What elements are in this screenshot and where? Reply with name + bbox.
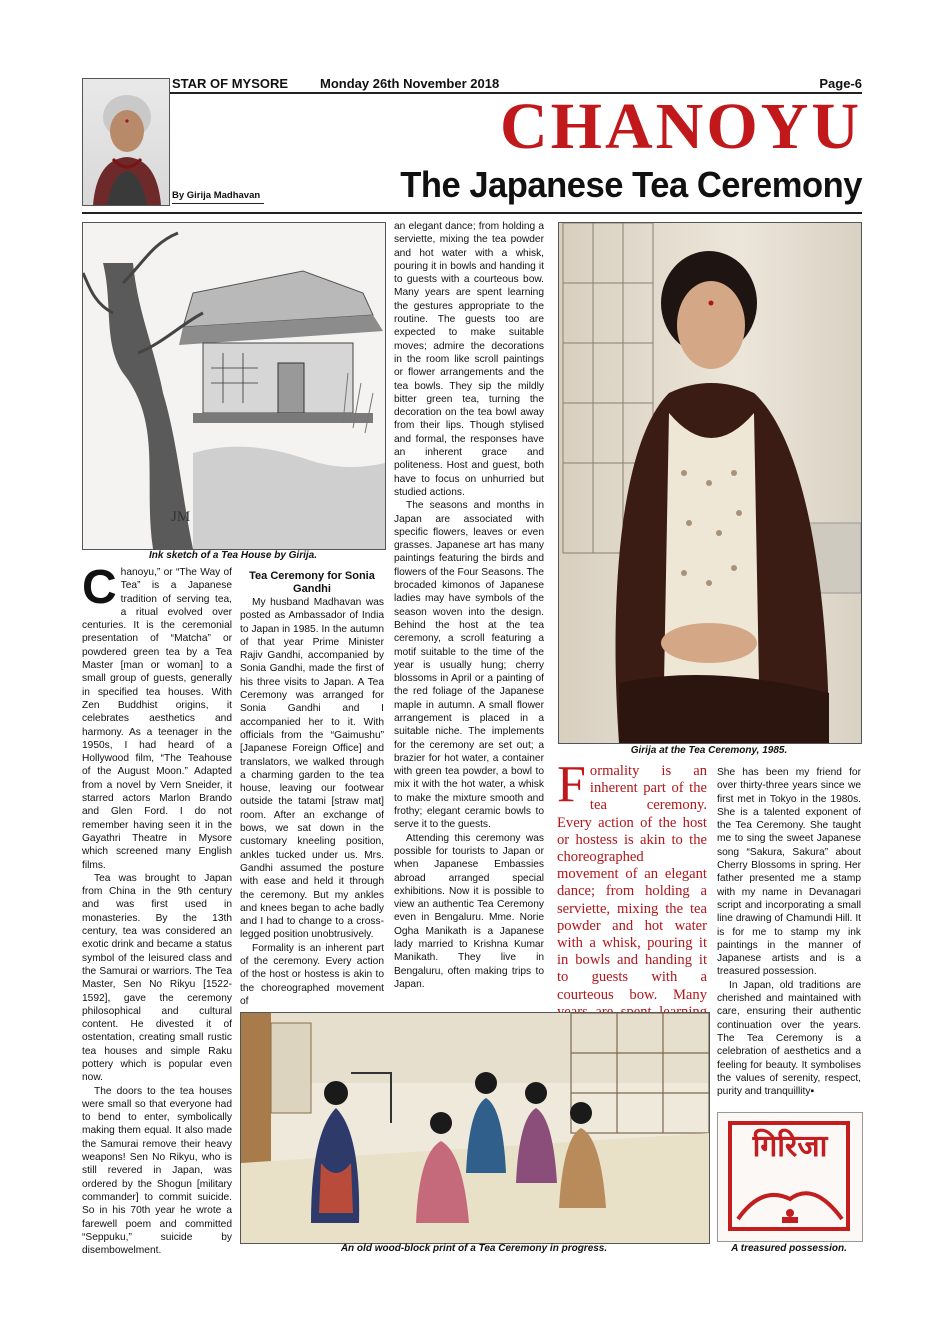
col3-para-1: an elegant dance; from holding a serviette, mixing the tea powder and hot water with a whisk, pouring it in bowls and handing it to guests with a courteous bow. Many years are spent learning the gestures appropriate to the routine. The guests too are expected to make suitable moves; admire the decorations in the room like scroll paintings or flower arrangements and the tea bowls. They sip the mildly bitter green tea, turning the decoration on the tea bowl away from their lips. Though stylised and formal, the responses have an inherent grace and politeness. Host and guest, both have to focus on unhurried but studied actions.	[394, 221, 544, 498]
title-rule	[82, 212, 862, 214]
byline: By Girija Madhavan	[172, 190, 261, 201]
tea-house-sketch	[82, 222, 386, 550]
caption-sketch: Ink sketch of a Tea House by Girija.	[148, 550, 318, 561]
col5-para-1: She has been my friend for over thirty-three years since we first met in Tokyo in the 1980s. She is a talented exponent of the Tea Ceremony. She taught me to sing the sweet Japanese song “Sakura, Sakura” about Cherry Blossoms in spring. Her father presented me a stamp with my name in Devanagari script and incorporating a small line drawing of Chamundi Hill. It is for me to stamp my ink paintings in the manner of Japanese artists and is a treasured possession.	[717, 767, 861, 978]
column-3	[394, 220, 544, 991]
headline-title: CHANOYU	[500, 90, 862, 163]
col1-para-2: Tea was brought to Japan from China in the 9th century and was first used in monasteries. By the 13th century, tea was considered an exotic drink and became a status symbol of the leisured class and the Samurai or warriors. The Tea Master, Sen No Rikyu [1522-1592], gave the ceremony philosophical and cultural content. He divested it of ostentation, creating small rustic tea houses and simple Raku pottery which is popular even now.	[82, 872, 232, 1084]
col3-para-3: Attending this ceremony was possible for tourists to Japan or when Japanese Embassies abroad arranged special exhibitions. Now it is possible to view an authentic Tea Ceremony even in Bengaluru. Mme. Norie Ogha Manikath is a Japanese lady married to Krishna Kumar Manikath. They live in Bengaluru, often making trips to Japan.	[394, 832, 544, 990]
author-portrait	[82, 78, 170, 206]
issue-date: Monday 26th November 2018	[320, 76, 500, 91]
subheading-sonia: Tea Ceremony for Sonia Gandhi	[249, 570, 375, 595]
col2-para-1: My husband Madhavan was posted as Ambassador of India to Japan in 1985. In the autumn of that year Prime Minister Rajiv Gandhi, accompanied by Sonia Gandhi, made the first of his three visits to Japan. A Tea Ceremony was arranged for Sonia Gandhi and I accompanied her to it. With officials from the “Gaimushu” [Japanese Foreign Office] and translators, we walked through a charming garden to the tea house, leaving our footwear outside the tatami [straw mat] room. After an exchange of bows, we sat down in the customary kneeling position, ankles tucked under us. Mrs. Gandhi assumed the posture with ease and held it through the ceremony. But my ankles and knees began to ache badly and I had to change to a cross-legged position unobtrusively.	[240, 597, 384, 941]
stamp-devanagari: गिरिजा	[752, 1129, 828, 1164]
col3-para-2: The seasons and months in Japan are associated with specific flowers, leaves or even grasses. Japanese art has many paintings featuring the birds and flowers of the Four Seasons. The brocaded kimonos of Japanese ladies may have symbols of the season woven into the design. Behind the host at the tea ceremony, a scroll featuring a motif suitable to the time of the year is usually hung; cherry blossoms in April or a painting of the red foliage of the Japanese maple in autumn. A small flower arrangement is placed in a suitable niche. The implements for the ceremony are set out; a brazier for hot water, a container with green tea powder, a bowl to mix it with the hot water, a whisk to make the mixture smooth and frothy; elegant ceramic bowls to serve it to the guests.	[394, 500, 544, 831]
column-5	[717, 766, 861, 1098]
col5-para-2: In Japan, old traditions are cherished and maintained with care, ensuring their authentic continuation over the years. The Tea Ceremony is a celebration of aesthetics and a feeling for beauty. It symbolises the values of serenity, respect, purity and tranquillity	[717, 979, 861, 1098]
col2-para-2: Formality is an inherent part of the ceremony. Every action of the host or hostess is akin to the choreographed movement of	[240, 942, 384, 1007]
newspaper-name: STAR OF MYSORE	[172, 76, 289, 91]
name-stamp	[717, 1112, 863, 1242]
caption-print: An old wood-block print of a Tea Ceremony in progress.	[340, 1243, 608, 1254]
end-mark: ▪	[810, 1086, 815, 1098]
woodblock-print	[240, 1012, 710, 1244]
dropcap-f: F	[557, 756, 586, 813]
caption-photo: Girija at the Tea Ceremony, 1985.	[630, 745, 788, 756]
page-number: Page-6	[819, 76, 862, 91]
col1-para-3: The doors to the tea houses were small so that everyone had to bend to enter, symbolically making them equal. It also made the Samurai remove their heavy weapons! Sen No Rikyu, who is still revered in Japan, was ordered by the Shogun [military commander] to commit suicide. So in his 70th year he wrote a farewell poem and committed “Seppuku,” suicide by disembowelment.	[82, 1085, 232, 1257]
chamundi-hill-drawing	[732, 1175, 848, 1227]
pull-quote-text: ormality is an inherent part of the tea ceremony. Every action of the host or hostess is akin to the choreographed movement of an elegant dance; from holding a serviette, mixing the tea powder and hot water with a whisk, pouring it in bowls and handing it to guests with a courteous bow. Many	[557, 763, 707, 1003]
girija-photo	[558, 222, 862, 744]
caption-stamp: A treasured possession.	[731, 1243, 847, 1254]
sketch-monogram: JM	[171, 509, 191, 525]
dropcap-c: C	[82, 561, 117, 614]
col1-para-1: hanoyu,” or “The Way of Tea” is a Japanese tradition of serving tea, a ritual evolved over centuries. It is the ceremonial presentation of “Matcha” or powdered green tea by a Tea Master [man or woman] to a small group of guests, generally in specified tea houses. With Zen Buddhist origins, it celebrates aesthetics and harmony. As a teenager in the 1950s, I had heard of a Hollywood film, “The Teahouse of the August Moon.” Adapted from a novel by Vern Sneider, it starred actors Marlon Brando and Glen Ford. I do not remember having seen it in the Gayathri Theatre in Mysore which screened many English films.	[82, 567, 232, 871]
headline-subtitle: The Japanese Tea Ceremony	[400, 164, 862, 205]
byline-rule	[172, 203, 264, 204]
column-1	[82, 561, 232, 1257]
column-2	[240, 570, 384, 1008]
